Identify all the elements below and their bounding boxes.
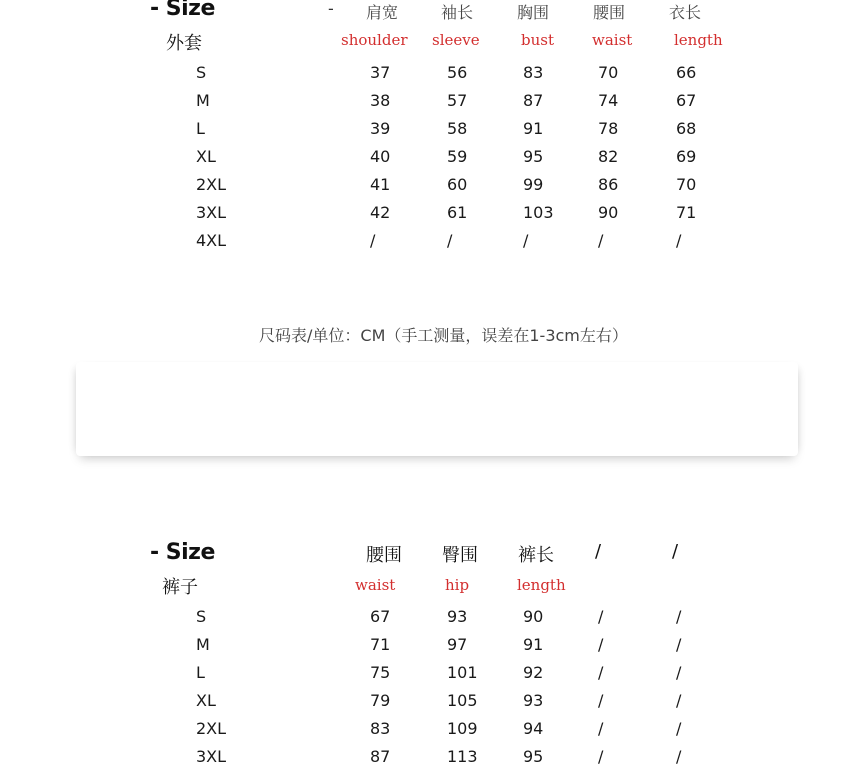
measurement-cell: / — [676, 747, 682, 766]
measurement-cell: 87 — [370, 747, 391, 766]
col-header-cn: 腰围 — [366, 545, 402, 566]
measurement-cell: 66 — [676, 63, 697, 82]
col-header-cn: / — [595, 541, 602, 562]
measurement-cell: / — [598, 635, 604, 654]
measurement-cell: / — [598, 663, 604, 682]
col-header-en: waist — [355, 576, 396, 594]
size-label: 3XL — [196, 747, 227, 766]
measurement-cell: 37 — [370, 63, 391, 82]
measurement-cell: / — [676, 663, 682, 682]
measurement-cell: / — [676, 231, 682, 250]
measurement-cell: 93 — [447, 607, 468, 626]
measurement-cell: 70 — [676, 175, 697, 194]
col-header-en: hip — [445, 576, 470, 594]
measurement-cell: / — [676, 719, 682, 738]
measurement-cell: 42 — [370, 203, 391, 222]
measurement-cell: 86 — [598, 175, 619, 194]
measurement-cell: 56 — [447, 63, 468, 82]
measurement-cell: 91 — [523, 119, 544, 138]
measurement-cell: 97 — [447, 635, 468, 654]
measurement-cell: 78 — [598, 119, 619, 138]
measurement-cell: 109 — [447, 719, 478, 738]
size-label: 2XL — [196, 175, 227, 194]
measurement-cell: / — [598, 691, 604, 710]
measurement-cell: 70 — [598, 63, 619, 82]
garment-label-jacket: 外套 — [166, 33, 202, 54]
measurement-cell: 83 — [370, 719, 391, 738]
col-header-cn: 臀围 — [442, 545, 478, 566]
measurement-cell: 74 — [598, 91, 619, 110]
size-label: M — [196, 635, 210, 654]
size-heading: - Size — [150, 540, 215, 565]
measurement-cell: 67 — [676, 91, 697, 110]
col-header-en: shoulder — [341, 31, 408, 49]
col-header-en: waist — [592, 31, 633, 49]
measurement-cell: 105 — [447, 691, 478, 710]
col-header-en: sleeve — [432, 31, 480, 49]
col-header-en: bust — [521, 31, 554, 49]
measurement-cell: 71 — [676, 203, 697, 222]
measurement-cell: 38 — [370, 91, 391, 110]
white-card-panel — [76, 362, 798, 456]
size-label: L — [196, 663, 205, 682]
measurement-cell: / — [523, 231, 529, 250]
col-header-cn: 肩宽 — [366, 3, 399, 22]
measurement-cell: 79 — [370, 691, 391, 710]
header-dash: - — [328, 0, 334, 18]
garment-label-pants: 裤子 — [162, 577, 198, 598]
measurement-note: 尺码表/单位：CM（手工测量，误差在1-3cm左右） — [259, 326, 628, 345]
size-label: 3XL — [196, 203, 227, 222]
measurement-cell: 71 — [370, 635, 391, 654]
size-heading: - Size — [150, 0, 215, 21]
measurement-cell: / — [598, 719, 604, 738]
measurement-cell: 57 — [447, 91, 468, 110]
col-header-cn: 腰围 — [593, 3, 626, 22]
measurement-cell: 83 — [523, 63, 544, 82]
measurement-cell: 95 — [523, 147, 544, 166]
size-label: 4XL — [196, 231, 227, 250]
measurement-cell: 101 — [447, 663, 478, 682]
measurement-cell: 95 — [523, 747, 544, 766]
measurement-cell: 93 — [523, 691, 544, 710]
col-header-cn: / — [672, 541, 679, 562]
col-header-cn: 衣长 — [669, 3, 702, 22]
measurement-cell: / — [676, 607, 682, 626]
measurement-cell: / — [598, 607, 604, 626]
measurement-cell: / — [676, 691, 682, 710]
measurement-cell: / — [598, 231, 604, 250]
measurement-cell: 67 — [370, 607, 391, 626]
col-header-cn: 裤长 — [518, 545, 554, 566]
size-label: S — [196, 607, 207, 626]
col-header-cn: 胸围 — [517, 3, 550, 22]
measurement-cell: / — [598, 747, 604, 766]
size-label: XL — [196, 147, 216, 166]
measurement-cell: 68 — [676, 119, 697, 138]
measurement-cell: 103 — [523, 203, 554, 222]
measurement-cell: 61 — [447, 203, 468, 222]
size-label: XL — [196, 691, 216, 710]
measurement-cell: 58 — [447, 119, 468, 138]
measurement-cell: 75 — [370, 663, 391, 682]
measurement-cell: 39 — [370, 119, 391, 138]
size-label: L — [196, 119, 205, 138]
size-label: S — [196, 63, 207, 82]
measurement-cell: / — [676, 635, 682, 654]
col-header-en: length — [517, 576, 566, 594]
size-label: M — [196, 91, 210, 110]
measurement-cell: 92 — [523, 663, 544, 682]
measurement-cell: 113 — [447, 747, 478, 766]
measurement-cell: / — [447, 231, 453, 250]
measurement-cell: 91 — [523, 635, 544, 654]
measurement-cell: 59 — [447, 147, 468, 166]
measurement-cell: 90 — [598, 203, 619, 222]
measurement-cell: 82 — [598, 147, 619, 166]
measurement-cell: 60 — [447, 175, 468, 194]
size-label: 2XL — [196, 719, 227, 738]
measurement-cell: 94 — [523, 719, 544, 738]
col-header-cn: 袖长 — [441, 3, 474, 22]
measurement-cell: 90 — [523, 607, 544, 626]
col-header-en: length — [674, 31, 723, 49]
measurement-cell: 41 — [370, 175, 391, 194]
measurement-cell: 87 — [523, 91, 544, 110]
measurement-cell: 99 — [523, 175, 544, 194]
measurement-cell: 69 — [676, 147, 697, 166]
measurement-cell: / — [370, 231, 376, 250]
measurement-cell: 40 — [370, 147, 391, 166]
